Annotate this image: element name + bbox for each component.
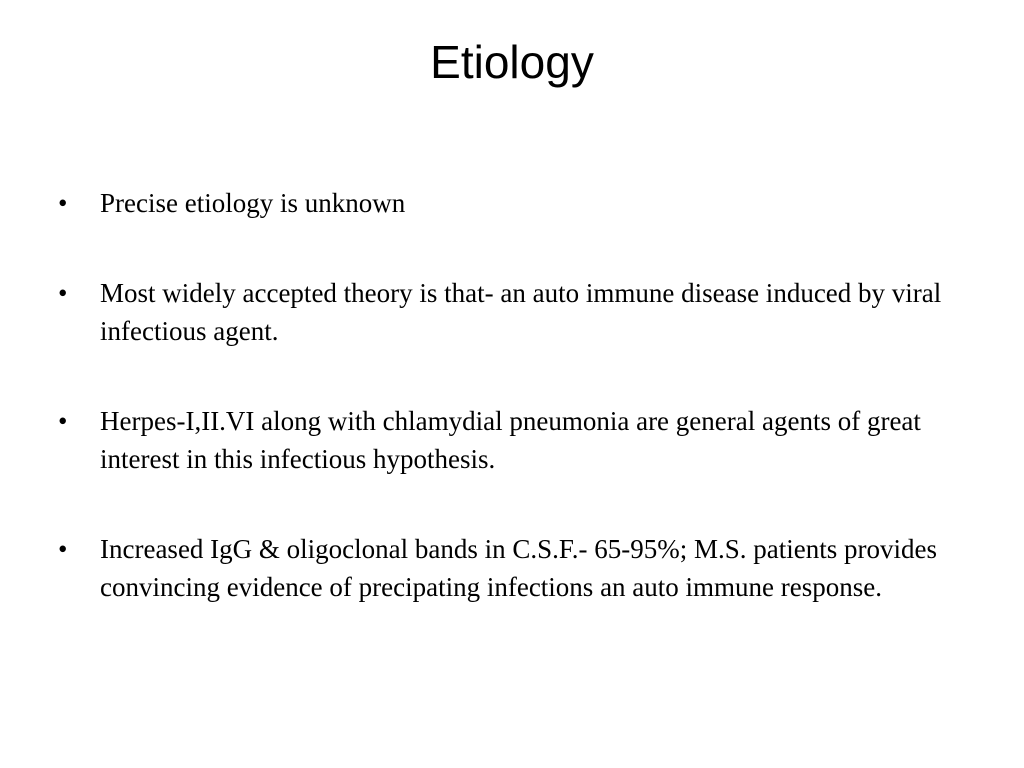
bullet-item [58, 184, 978, 222]
bullet-item [58, 274, 978, 350]
slide-title: Etiology [430, 36, 594, 88]
bullet-dot-icon: • [58, 406, 68, 436]
bullet-text: Most widely accepted theory is that- an auto immune disease induced by viral infectious agent. [100, 278, 942, 346]
bullet-item [58, 402, 978, 478]
bullet-list [58, 184, 978, 658]
bullet-text: Precise etiology is unknown [100, 188, 406, 218]
bullet-dot-icon: • [58, 188, 68, 218]
bullet-dot-icon: • [58, 278, 68, 308]
bullet-text: Herpes-I,II.VI along with chlamydial pneumonia are general agents of great interest in this infectious hypothesis. [100, 406, 921, 474]
bullet-dot-icon: • [58, 534, 68, 564]
bullet-text: Increased IgG & oligoclonal bands in C.S.F.- 65-95%; M.S. patients provides convincing evidence of precipating infections an auto immune response. [100, 534, 937, 602]
bullet-item [58, 530, 978, 606]
